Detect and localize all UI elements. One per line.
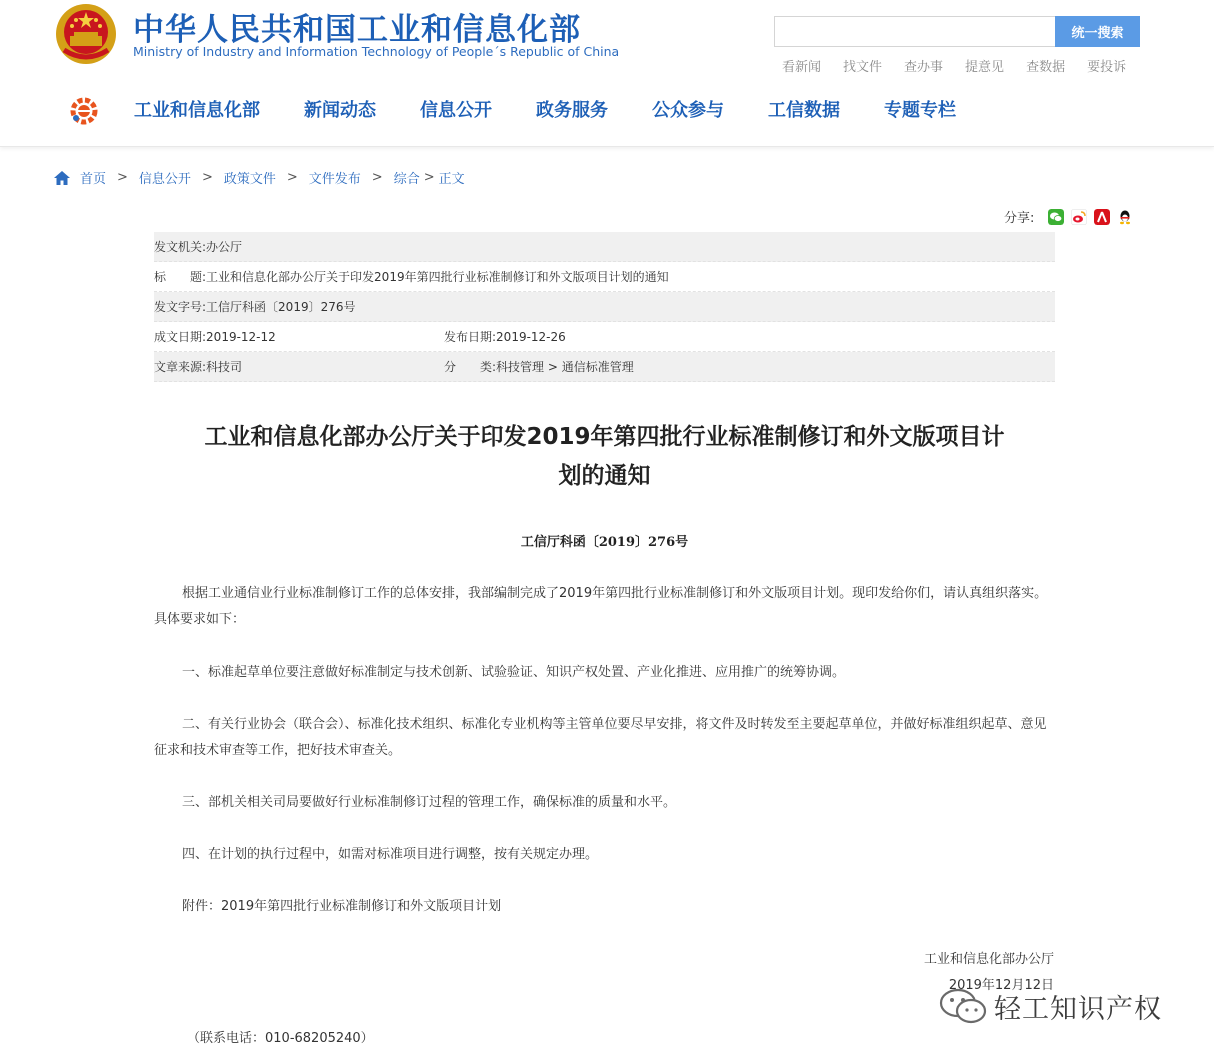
search-button[interactable]: 统一搜索	[1055, 16, 1140, 47]
meta-source-value: 科技司	[206, 360, 243, 374]
breadcrumb-separator: >	[286, 170, 298, 185]
breadcrumb-file-release[interactable]: 文件发布	[308, 172, 361, 187]
meta-issuer-label: 发文机关:	[154, 240, 207, 254]
document-title	[154, 418, 1055, 496]
meta-written-value: 2019-12-12	[206, 329, 276, 344]
meta-row-source	[154, 352, 1055, 382]
paragraph-item-3: 三、部机关相关司局要做好行业标准制修订过程的管理工作，确保标准的质量和水平。	[182, 795, 677, 810]
watermark	[938, 986, 1162, 1026]
share-bar	[1004, 207, 1133, 226]
weibo-icon[interactable]	[1071, 209, 1087, 225]
document-metadata	[154, 232, 1055, 382]
meta-category-value: 科技管理 > 通信标准管理	[496, 360, 634, 374]
document-title-line2: 划的通知	[558, 463, 651, 489]
quick-link-files[interactable]: 找文件	[843, 60, 883, 75]
contact-phone: （联系电话：010-68205240）	[187, 1031, 374, 1046]
quick-links	[782, 56, 1126, 75]
quick-link-news[interactable]: 看新闻	[782, 60, 822, 75]
site-header	[0, 0, 1214, 147]
nav-item-topics[interactable]: 专题专栏	[884, 100, 956, 121]
signature-org: 工业和信息化部办公厅	[923, 952, 1054, 967]
breadcrumb-policy-files[interactable]: 政策文件	[223, 172, 276, 187]
site-subtitle: Ministry of Industry and Information Technology of People´s Republic of China	[133, 44, 620, 59]
nav-item-info-public[interactable]: 信息公开	[420, 100, 492, 121]
wechat-icon[interactable]	[1048, 209, 1064, 225]
quick-link-services[interactable]: 查办事	[904, 60, 944, 75]
quick-link-feedback[interactable]: 提意见	[965, 60, 1005, 75]
breadcrumb-info-public[interactable]: 信息公开	[138, 172, 191, 187]
home-icon[interactable]	[54, 171, 70, 185]
meta-published-label: 发布日期:	[444, 330, 497, 344]
watermark-text: 轻工知识产权	[994, 993, 1162, 1025]
breadcrumb-separator: >	[117, 170, 128, 185]
breadcrumb-separator: >	[423, 170, 435, 185]
meta-title-label: 标 题:	[154, 270, 207, 284]
miit-logo-icon[interactable]	[69, 96, 99, 126]
meta-docno-value: 工信厅科函〔2019〕276号	[206, 300, 356, 314]
attachment-link[interactable]: 附件：2019年第四批行业标准制修订和外文版项目计划	[182, 899, 502, 914]
paragraph-item-4: 四、在计划的执行过程中，如需对标准项目进行调整，按有关规定办理。	[182, 847, 599, 862]
national-emblem-icon[interactable]	[54, 2, 118, 66]
qq-icon[interactable]	[1117, 209, 1133, 225]
main-nav	[134, 96, 1000, 122]
nav-item-news[interactable]: 新闻动态	[304, 100, 376, 121]
meta-published-value: 2019-12-26	[496, 330, 566, 344]
meta-row-dates	[154, 322, 1055, 352]
meta-row-docno	[154, 292, 1055, 322]
breadcrumb	[54, 168, 465, 187]
document-title-line1: 工业和信息化部办公厅关于印发2019年第四批行业标准制修订和外文版项目计	[204, 424, 1005, 450]
wechat-watermark-icon	[938, 986, 990, 1026]
renren-icon[interactable]	[1094, 209, 1110, 225]
site-title[interactable]: 中华人民共和国工业和信息化部	[133, 12, 581, 48]
breadcrumb-current: 正文	[438, 172, 465, 187]
breadcrumb-separator: >	[371, 170, 383, 185]
nav-item-public-participation[interactable]: 公众参与	[652, 100, 724, 121]
nav-item-gov-services[interactable]: 政务服务	[536, 100, 608, 121]
meta-category	[444, 358, 634, 375]
signature-date: 2019年12月12日	[948, 978, 1054, 993]
meta-source-label: 文章来源:	[154, 360, 207, 374]
meta-docno-label: 发文字号:	[154, 300, 207, 314]
meta-published	[444, 328, 566, 345]
nav-item-ministry[interactable]: 工业和信息化部	[134, 100, 260, 121]
meta-category-label: 分 类:	[444, 360, 497, 374]
meta-row-issuer	[154, 232, 1055, 262]
nav-item-data[interactable]: 工信数据	[768, 100, 840, 121]
document-number: 工信厅科函〔2019〕276号	[520, 535, 689, 550]
meta-row-title	[154, 262, 1055, 292]
search-input[interactable]	[774, 16, 1056, 47]
share-label: 分享:	[1004, 211, 1035, 226]
paragraph-intro: 根据工业通信业行业标准制修订工作的总体安排，我部编制完成了2019年第四批行业标准制修订和外文版项目计划。现印发给你们，请认真组织落实。具体要求如下：	[154, 586, 1048, 627]
meta-written-label: 成文日期:	[154, 330, 207, 344]
meta-title-value: 工业和信息化部办公厅关于印发2019年第四批行业标准制修订和外文版项目计划的通知	[206, 270, 669, 284]
quick-link-complaint[interactable]: 要投诉	[1087, 60, 1127, 75]
quick-link-data[interactable]: 查数据	[1026, 60, 1066, 75]
paragraph-item-2: 二、有关行业协会（联合会）、标准化技术组织、标准化专业机构等主管单位要尽早安排，将文件及时转发至主要起草单位，并做好标准组织起草、意见征求和技术审查等工作，把好技术审查关。	[154, 717, 1047, 758]
breadcrumb-separator: >	[201, 170, 213, 185]
breadcrumb-home[interactable]: 首页	[80, 172, 107, 187]
paragraph-item-1: 一、标准起草单位要注意做好标准制定与技术创新、试验验证、知识产权处置、产业化推进、应用推广的统筹协调。	[182, 665, 846, 680]
meta-issuer-value: 办公厅	[206, 240, 243, 254]
breadcrumb-general[interactable]: 综合	[393, 172, 420, 187]
